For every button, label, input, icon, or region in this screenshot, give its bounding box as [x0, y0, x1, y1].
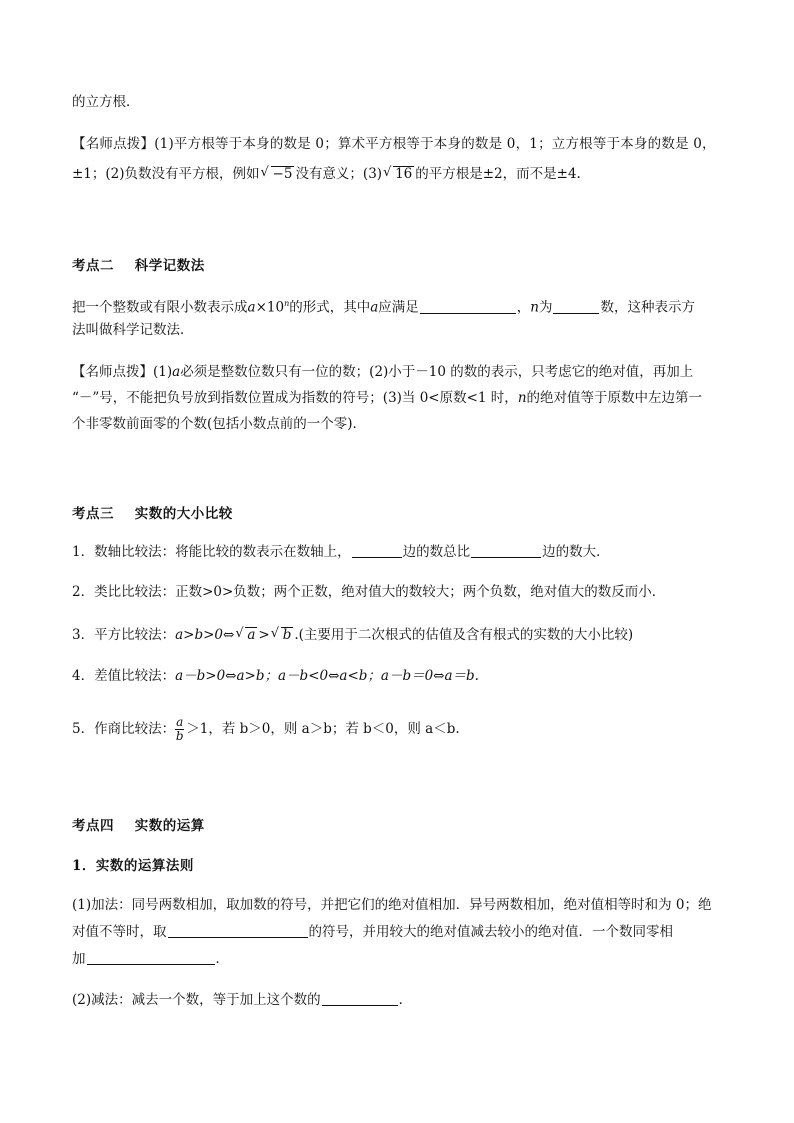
- text: (1)加法：同号两数相加，取加数的符号，并把它们的绝对值相加．异号两数相加，绝对值相等时和为 0；绝: [72, 897, 712, 913]
- paragraph-line: [72, 294, 695, 318]
- list-item: [72, 716, 460, 743]
- text: 1．数轴比较法：将能比较的数表示在数轴上，: [72, 544, 351, 560]
- text: 【名师点拨】(1): [72, 364, 173, 380]
- tip-line: [72, 388, 702, 408]
- text: .(主要用于二次根式的估值及含有根式的实数的大小比较): [294, 627, 634, 643]
- text: ．: [398, 992, 413, 1008]
- fraction: [175, 716, 184, 743]
- text: 的平方根是±2，而不是±4.: [415, 166, 581, 182]
- section-heading: 考点三 实数的大小比较: [72, 506, 233, 522]
- paragraph-line: [72, 320, 194, 340]
- denominator: b: [175, 729, 184, 743]
- text: 边的数总比: [402, 544, 471, 560]
- radical: [261, 164, 295, 184]
- answer-blank[interactable]: [168, 923, 308, 938]
- radicand: −5: [272, 166, 293, 182]
- tip-line: [72, 362, 693, 382]
- text: (2)减法：减去一个数，等于加上这个数的: [72, 992, 321, 1008]
- text: 个非零数前面零的个数(包括小数点前的一个零)．: [72, 416, 367, 432]
- text: 为: [538, 299, 553, 316]
- text: “－”号，不能把负号放到指数位置成为指数的符号；(3)当 0<原数<1 时，: [72, 390, 518, 406]
- radicand: b: [282, 627, 292, 643]
- radical: [271, 625, 294, 645]
- variable: a: [172, 364, 181, 380]
- text: 的形式，其中: [289, 299, 371, 316]
- text: ×10: [255, 299, 285, 316]
- radicand: 16: [395, 166, 413, 182]
- text: 5．作商比较法：: [72, 721, 176, 737]
- variable: a: [247, 299, 256, 316]
- text: 边的数大．: [542, 544, 610, 560]
- text: 应满足: [378, 299, 419, 316]
- text: 的立方根．: [72, 94, 140, 110]
- variable: n: [530, 299, 539, 316]
- numerator: a: [176, 715, 184, 729]
- text: >: [258, 627, 270, 643]
- radical: [235, 625, 257, 645]
- answer-blank[interactable]: [553, 299, 599, 314]
- answer-blank[interactable]: [420, 299, 516, 314]
- paragraph-line: [72, 922, 673, 942]
- radicand: a: [247, 627, 256, 643]
- text: 数，这种表示方: [600, 299, 695, 316]
- tip-line: [72, 134, 716, 154]
- paragraph-line: [72, 990, 412, 1010]
- subsection-heading: 1．实数的运算法则: [72, 858, 194, 874]
- answer-blank[interactable]: [471, 543, 541, 558]
- radical: [383, 164, 414, 184]
- section-heading: 考点二 科学记数法: [72, 258, 205, 274]
- text: 加: [72, 951, 86, 967]
- text: 的绝对值等于原数中左边第一: [526, 390, 703, 406]
- text: ．: [215, 951, 229, 967]
- text: 4．差值比较法：: [72, 668, 176, 684]
- text: ±1；(2)负数没有平方根，例如: [72, 166, 260, 182]
- text: 2．类比比较法：正数>0>负数；两个正数，绝对值大的数较大；两个负数，绝对值大的数反而小．: [72, 584, 666, 600]
- tip-line: [72, 164, 581, 184]
- paragraph-line: [72, 895, 712, 915]
- list-item: [72, 666, 479, 686]
- variable: a: [370, 299, 379, 316]
- math: a>b>0⇔: [175, 627, 235, 643]
- list-item: [72, 625, 633, 645]
- text: 把一个整数或有限小数表示成: [72, 299, 248, 316]
- text: 没有意义；(3): [295, 166, 383, 182]
- math: a－b>0⇔a>b；a－b<0⇔a<b；a－b＝0⇔a＝b.: [175, 668, 479, 684]
- text: 【名师点拨】(1)平方根等于本身的数是 0；算术平方根等于本身的数是 0，1；立方根等于本身的数是 0，: [72, 136, 716, 152]
- text: 法叫做科学记数法．: [72, 322, 194, 338]
- section-heading: 考点四 实数的运算: [72, 818, 205, 834]
- list-item: [72, 542, 610, 562]
- answer-blank[interactable]: [87, 950, 215, 965]
- tip-line: [72, 414, 366, 434]
- text: 对值不等时，取: [72, 924, 167, 940]
- text: ，: [516, 299, 531, 316]
- variable: n: [517, 390, 527, 406]
- answer-blank[interactable]: [322, 991, 398, 1006]
- paragraph-line: [72, 949, 229, 969]
- list-item: [72, 582, 665, 602]
- exponent: n: [284, 299, 290, 308]
- paragraph-line: [72, 92, 140, 112]
- text: 的符号，并用较大的绝对值减去较小的绝对值．一个数同零相: [308, 924, 673, 940]
- text: ＞1，若 b＞0，则 a＞b；若 b＜0，则 a＜b.: [186, 721, 460, 737]
- text: 必须是整数位数只有一位的数；(2)小于－10 的数的表示，只考虑它的绝对值，再加上: [180, 364, 694, 380]
- text: 3．平方比较法：: [72, 627, 176, 643]
- answer-blank[interactable]: [352, 543, 402, 558]
